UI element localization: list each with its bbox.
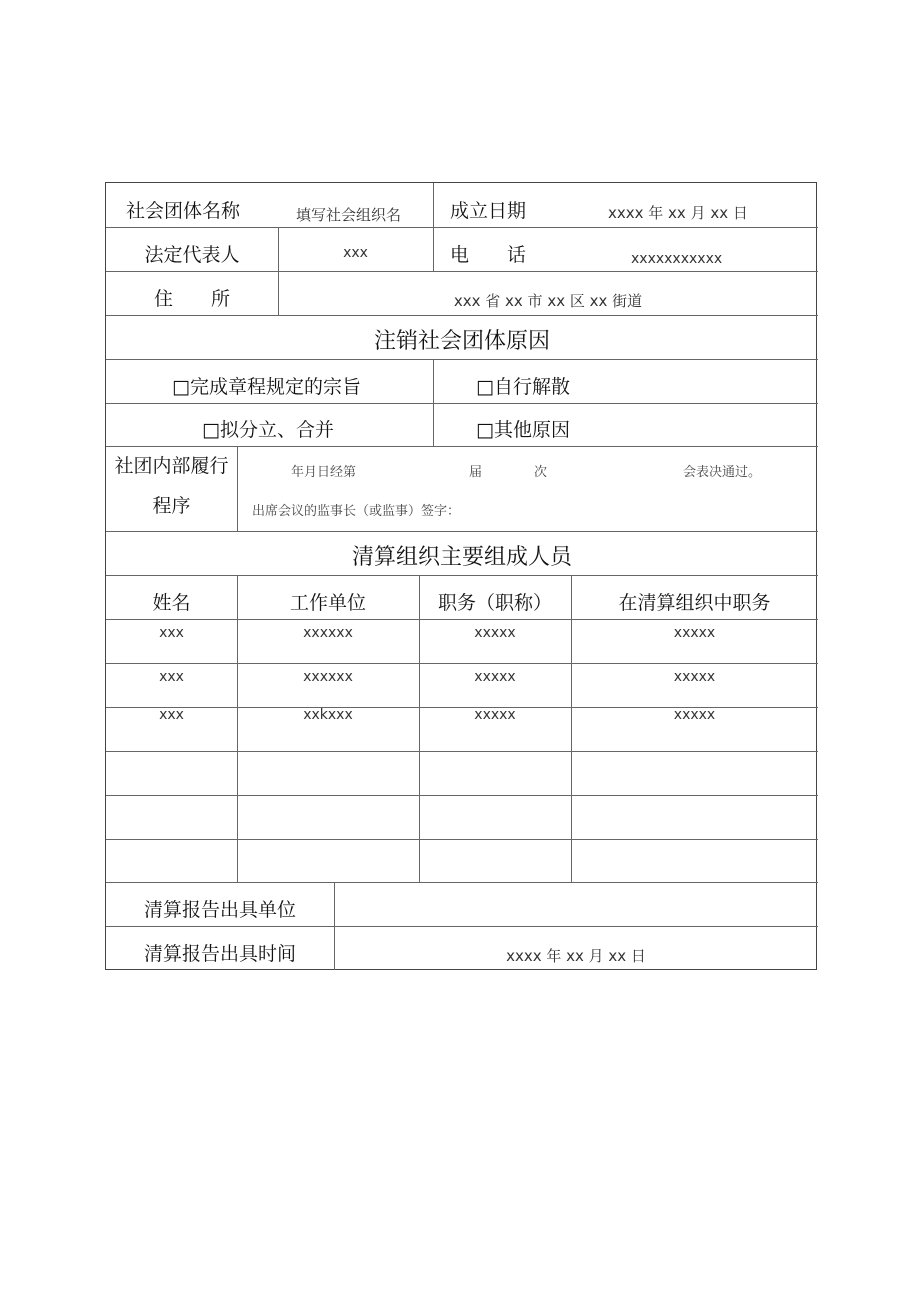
- legal-rep-label: 法定代表人: [144, 244, 240, 266]
- address-label: 住 所: [153, 288, 230, 310]
- report-unit-field[interactable]: [334, 882, 818, 926]
- col-header-name: 姓名: [152, 592, 191, 614]
- member-role[interactable]: xxxxx: [673, 707, 716, 723]
- procedure-text-date: 年月日经第: [291, 465, 357, 480]
- procedure-label: [106, 446, 237, 531]
- procedure-label-line1: 社团内部履行: [114, 455, 229, 477]
- org-name-field[interactable]: 填写社会组织名: [296, 206, 402, 224]
- table-row: [106, 619, 818, 663]
- report-unit-label: 清算报告出具单位: [143, 899, 296, 921]
- member-role[interactable]: xxxxx: [673, 669, 716, 685]
- procedure-text-passed: 会表决通过。: [683, 465, 762, 480]
- member-title[interactable]: xxxxx: [474, 625, 516, 641]
- liquidation-members-title: 清算组织主要组成人员: [351, 545, 572, 570]
- address-field[interactable]: xxx 省 xx 市 xx 区 xx 街道: [453, 292, 643, 310]
- member-workplace[interactable]: xxxxxx: [303, 669, 353, 685]
- member-name[interactable]: xxx: [159, 625, 184, 641]
- member-title[interactable]: xxxxx: [474, 669, 516, 685]
- org-name-label: 社会团体名称: [126, 200, 241, 222]
- table-row: [106, 707, 818, 751]
- member-name[interactable]: xxx: [159, 707, 184, 723]
- table-row: [106, 839, 818, 882]
- table-row: [106, 751, 818, 795]
- member-role[interactable]: xxxxx: [673, 625, 716, 641]
- phone-label: 电 话: [450, 244, 527, 266]
- col-header-title: 职务（职称）: [437, 592, 552, 614]
- option-self-dissolve[interactable]: □自行解散: [476, 376, 570, 398]
- supervisor-signature-prompt[interactable]: 出席会议的监事长（或监事）签字：: [252, 504, 461, 519]
- founding-date-field[interactable]: xxxx 年 xx 月 xx 日: [608, 204, 748, 222]
- col-header-workplace: 工作单位: [289, 592, 366, 614]
- table-row: [106, 663, 818, 707]
- option-split-merge[interactable]: □拟分立、合并: [202, 419, 334, 441]
- procedure-text-times: 次: [534, 465, 548, 480]
- deregistration-form: [105, 182, 817, 970]
- report-time-field[interactable]: xxxx 年 xx 月 xx 日: [506, 947, 646, 965]
- phone-field[interactable]: xxxxxxxxxxx: [631, 251, 723, 267]
- procedure-text-session: 届: [469, 465, 483, 480]
- dereg-reason-title: 注销社会团体原因: [373, 329, 550, 354]
- option-purpose-complete[interactable]: □完成章程规定的宗旨: [172, 376, 361, 398]
- table-row: [106, 795, 818, 839]
- member-workplace[interactable]: xxkxxx: [303, 707, 353, 723]
- member-title[interactable]: xxxxx: [474, 707, 516, 723]
- option-other-reason[interactable]: □其他原因: [476, 419, 570, 441]
- legal-rep-field[interactable]: xxx: [343, 245, 368, 261]
- report-time-label: 清算报告出具时间: [143, 943, 296, 965]
- col-header-role: 在清算组织中职务: [618, 592, 771, 614]
- member-name[interactable]: xxx: [159, 669, 184, 685]
- founding-date-label: 成立日期: [450, 200, 527, 222]
- member-workplace[interactable]: xxxxxx: [303, 625, 353, 641]
- procedure-label-line2: 程序: [152, 495, 191, 517]
